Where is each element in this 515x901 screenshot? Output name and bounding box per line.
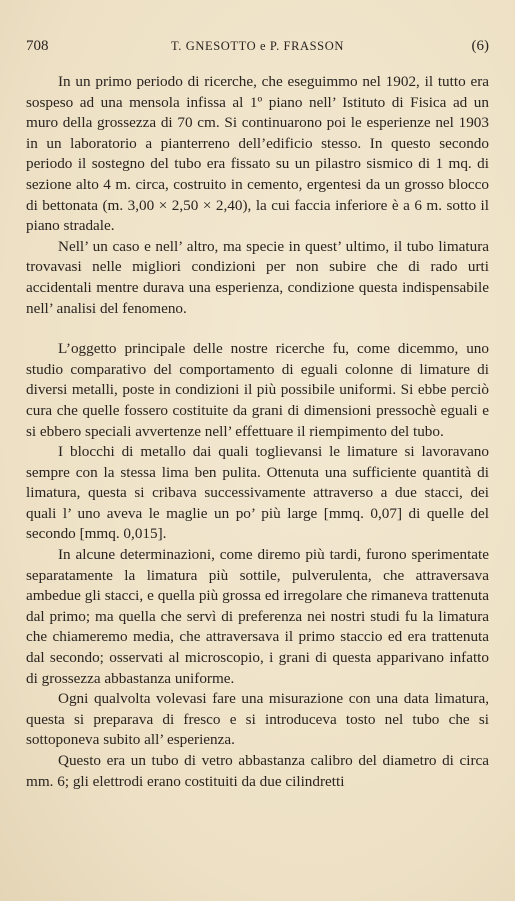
paragraph: L’oggetto principale delle nostre ricerche fu, come dicemmo, uno studio comparativo del comportamento di eguali colonne di limature di diversi metalli, poste in condizioni il più possibile uniformi. Si ebbe perciò cura che quelle fossero costituite da grani di dimensioni pressochè eguali e si ebbero speciali avvertenze nell’ effettuare il riempimento del tubo. [26, 340, 489, 440]
page-number: 708 [26, 38, 49, 54]
paragraph: In alcune determinazioni, come diremo più tardi, furono sperimentate separatamente la limatura più sottile, pulverulenta, che attraversava ambedue gli stacci, e quella più grossa ed irregolare che rimaneva trattenuta dal primo; ma quella che servì di preferenza nei nostri studi fu la limatura che chiameremo media, che attraversava il primo staccio ed era trattenuta dal secondo; osservati al microscopio, i grani di questa apparivano infatto di grossezza abbastanza uniforme. [26, 546, 489, 687]
header-part-number: (6) [471, 38, 489, 54]
running-header [26, 38, 489, 56]
paragraph: I blocchi di metallo dai quali toglievansi le limature si lavoravano sempre con la stessa lima ben pulita. Ottenuta una sufficiente quantità di limatura, questa si cribava successivamente attraverso a due stacci, dei quali l’ uno aveva le maglie un po’ più large [mmq. 0,07] di quelle del secondo [mmq. 0,015]. [26, 443, 489, 543]
paragraph: Nell’ un caso e nell’ altro, ma specie in quest’ ultimo, il tubo limatura trovavasi nelle migliori condizioni per non subire che di rado urti accidentali mentre durava una esperienza, condizione questa indispensabile nell’ analisi del fenomeno. [26, 237, 489, 317]
body-text [26, 72, 489, 792]
paragraph: Ogni qualvolta volevasi fare una misurazione con una data limatura, questa si preparava di fresco e si introduceva tosto nel tubo che si sottoponeva subito all’ esperienza. [26, 690, 489, 749]
paragraph: Questo era un tubo di vetro abbastanza calibro del diametro di circa mm. 6; gli elettrodi erano costituiti da due cilindretti [26, 752, 489, 790]
paragraph: In un primo periodo di ricerche, che eseguimmo nel 1902, il tutto era sospeso ad una mensola infissa al 1º piano nell’ Istituto di Fisica ad un muro della grossezza di 70 cm. Si continuarono poi le esperienze nel 1903 in un laboratorio a pianterreno dell’edificio stesso. In questo secondo periodo il sostegno del tubo era fissato su un pilastro sismico di 1 mq. di sezione alto 4 m. circa, costruito in cemento, ergentesi da un grosso blocco di bettonata (m. 3,00 × 2,50 × 2,40), la cui faccia inferiore è a 6 m. sotto il piano stradale. [26, 73, 489, 235]
header-authors: T. GNESOTTO e P. FRASSON [171, 39, 344, 53]
